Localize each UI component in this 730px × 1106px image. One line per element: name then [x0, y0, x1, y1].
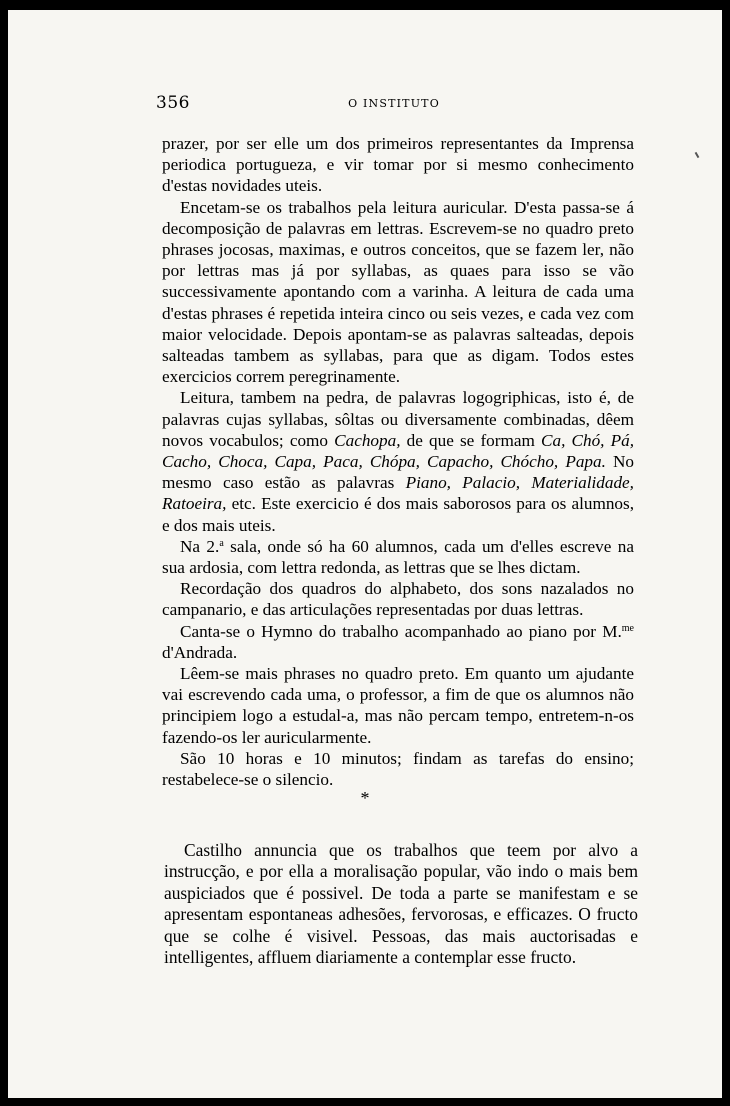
p3-italic-2: Ca, Chó, Pá, Cacho, Choca, Capa, Paca, Chópa, Capacho, Chócho, Papa.	[162, 430, 634, 472]
p4-text-1: Na 2.	[180, 536, 220, 556]
p6-superscript: me	[621, 622, 634, 634]
section-ornament: *	[360, 788, 370, 808]
p6-text-1: Canta-se o Hymno do trabalho acompanhado ao piano por M.	[180, 621, 622, 641]
p3-italic-3: Piano, Palacio, Materialidade, Ratoeira,	[162, 473, 634, 514]
page-header	[156, 93, 632, 115]
p6-text-2: d'Andrada.	[162, 642, 238, 662]
paragraph-6	[162, 621, 634, 663]
p4-text-2: sala, onde só ha 60 alumnos, cada um d'elles escreve na sua ardosia, com lettra redonda, as lettras que se lhes dictam.	[162, 536, 634, 578]
p3-text-2: de que se formam	[400, 430, 542, 450]
p3-text-1: Leitura, tambem na pedra, de palavras logogriphicas, isto é, de palavras cujas syllabas, sôltas ou diversamente combinadas, dêem novos vocabulos; como	[162, 388, 634, 450]
body-text	[162, 133, 634, 790]
paragraph-5: Recordação dos quadros do alphabeto, dos sons nazalados no campanario, e das articulações representadas por duas lettras.	[162, 579, 634, 620]
p3-italic-1: Cachopa,	[334, 430, 401, 450]
paragraph-7: Lêem-se mais phrases no quadro preto. Em quanto um ajudante vai escrevendo cada uma, o professor, a fim de que os alumnos não principiem logo a estudal-a, mas não percam tempo, entretem-n-os fazendo-os ler auricularmente.	[162, 664, 634, 747]
page-number: 356	[156, 93, 190, 113]
paragraph-3	[162, 387, 634, 535]
p4-superscript: a	[219, 537, 224, 549]
running-title: O INSTITUTO	[348, 97, 440, 110]
closing-text	[164, 840, 638, 968]
closing-paragraph: Castilho annuncia que os trabalhos que teem por alvo a instrucção, e por ella a moralisação popular, vão indo o mais bem auspiciados que é possivel. De toda a parte se manifestam e se apresentam espontaneas adhesões, fervorosas, e efficazes. O fructo que se colhe é visivel. Pessoas, das mais auctorisadas e intelligentes, affluem diariamente a contemplar esse fructo.	[164, 840, 638, 968]
p3-text-4: etc. Este exercicio é dos mais saborosos para os alumnos, e dos mais uteis.	[162, 494, 634, 535]
paragraph-4	[162, 536, 634, 578]
paragraph-1: prazer, por ser elle um dos primeiros representantes da Imprensa periodica portugueza, e vir tomar por si mesmo conhecimento d'estas novidades uteis.	[162, 134, 634, 196]
paragraph-2: Encetam-se os trabalhos pela leitura auricular. D'esta passa-se á decomposição de palavras em lettras. Escrevem-se no quadro preto phrases jocosas, maximas, e outros conceitos, que se fazem ler, não por lettras mas já por syllabas, as quaes para isso se vão successivamente apontando com a varinha. A leitura de cada uma d'estas phrases é repetida inteira cinco ou seis vezes, e cada vez com maior velocidade. Depois apontam-se as palavras salteadas, depois salteadas tambem as syllabas, para que as digam. Todos estes exercicios correm peregrinamente.	[162, 197, 634, 387]
paragraph-8: São 10 horas e 10 minutos; findam as tarefas do ensino; restabelece-se o silencio.	[162, 748, 634, 790]
p3-text-3: No mesmo caso estão as palavras	[162, 452, 634, 493]
